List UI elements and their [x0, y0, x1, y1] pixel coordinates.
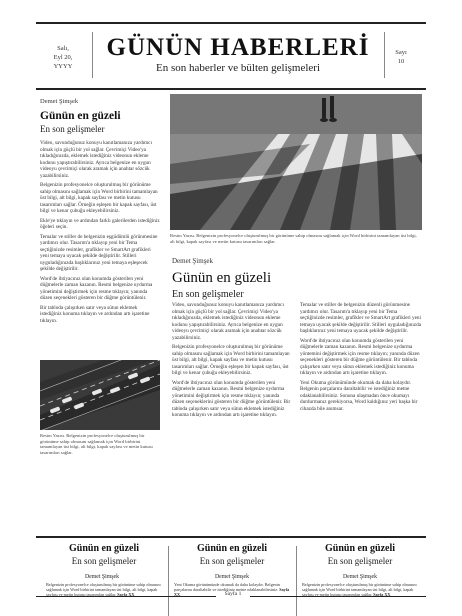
footer-article-subhead: En son gelişmeler — [199, 556, 265, 566]
footer-article-2-byline: Demet Şimşek — [215, 574, 249, 580]
issue-number — [388, 48, 414, 66]
left-article-paragraph: Belgenizin profesyonelce oluşturulmuş bir görünüme sahip olmasını sağlamak için Word birbirini tamamlayan üst bilgi, alt bilgi, kapak sayfası ve metin kutusu tasarımları sağlar. Örneğin eşleşen bir kapak sayfası, üst bilgi ve kenar çubuğu ekleyebilirsiniz. — [40, 182, 158, 214]
left-article-paragraph: Word'de ihtiyacınız olan konumda gösterilen yeni düğmelerle zaman kazanın. Resmi belgenize uydurma yönetimini değiştirmek için resme tıklayın; yanında düzen seçenekleri gösteren bir düğme görüntülenir. — [40, 275, 153, 301]
issue-date — [40, 44, 86, 71]
main-article-paragraph: Word'de ihtiyacınız olan konumda gösterilen yeni düğmelerle zaman kazanın. Resmi belgenize uydurma yönetimini değiştirmek için resme tıklayın; yanında düzen seçeneklerini gösteren bir düğme görüntülenir. Bir tabloda çalışırken satır veya sütun eklemek istediğiniz konuma tıklayın ve ardından artı işaretine tıklayın. — [172, 379, 291, 418]
main-article-column-1 — [172, 302, 292, 422]
issue-value: 10 — [397, 58, 405, 65]
footer-article-page-ref: Sayfa XX — [117, 592, 135, 596]
masthead-top-rule — [36, 22, 426, 24]
footer-article-text: Belgenizin profesyonelce oluşturulmuş bir görünüme sahip olmasını sağlamak için Word birbirini tamamlayan üst bilgi, alt bilgi, kapak sayfası ve metin kutusu tasarımları sağlar. — [46, 582, 161, 596]
main-article-column-2 — [300, 302, 422, 415]
footer-article-headline: Günün en güzeli — [68, 543, 140, 554]
footer-article-1 — [40, 543, 168, 566]
main-article-paragraph: Video, savunduğunuz konuyu kanıtlamanıza yardımcı olmak için güçlü bir yol sağlar. Çevrimiçi Video'ya tıkladığınızda, eklemek istediğiniz videonun ekleme kodunu yapıştırabilirsiniz. Ayrıca belgenize en uygun videoyu çevrimiçi olarak aramak için anahtar sözcük yazabilirsiniz. — [172, 302, 284, 341]
left-article-paragraph: Ekle'ye tıklayın ve ardından farklı galerilerden istediğiniz öğeleri seçin. — [40, 217, 160, 230]
traffic-photo-caption: Resim Yazısı. Belgenizin profesyonelce oluşturulmuş bir görünüme sahip olmasını sağlamak için Word birbirini tamamlayan üst bilgi, alt bilgi, kapak sayfası ve metin kutusu tasarımları sağlar. — [40, 433, 153, 455]
left-article-subhead: En son gelişmeler — [40, 124, 105, 134]
footer-article-1-byline: Demet Şimşek — [85, 574, 119, 580]
left-article-paragraph: Bir tabloda çalışırken satır veya sütun eklemek istediğiniz konuma tıklayın ve ardından artı işaretine tıklayın. — [40, 304, 150, 324]
left-article-byline: Demet Şimşek — [40, 98, 79, 105]
crosswalk-photo-caption: Resim Yazısı. Belgenizin profesyonelce oluşturulmuş bir görünüme sahip olmasını sağlamak için Word birbirini tamamlayan üst bilgi, alt bilgi, kapak sayfası ve metin kutusu tasarımları sağlar. — [170, 233, 417, 244]
main-article-subhead: En son gelişmeler — [172, 289, 244, 300]
left-article-paragraph: Video, savunduğunuz konuyu kanıtlamanıza yardımcı olmak için güçlü bir yol sağlar. Çevrimiçi Video'ya tıkladığınızda, eklemek istediğiniz videonun ekleme kodunu yapıştırabilirsiniz. Ayrıca belgenize en uygun videoyu çevrimiçi olarak aramak için anahtar sözcük yazabilirsiniz. — [40, 140, 152, 179]
footer-article-headline: Günün en güzeli — [196, 543, 268, 554]
footer-article-subhead: En son gelişmeler — [327, 556, 393, 566]
page-number: Sayfa 1 — [224, 591, 242, 597]
footer-article-text: Belgenizin profesyonelce oluşturulmuş bir görünüme sahip olmasını sağlamak için Word birbirini tamamlayan üst bilgi, alt bilgi, kapak sayfası ve metin kutusu tasarımları sağlar. — [302, 582, 417, 596]
footer-article-1-body — [46, 582, 162, 596]
newspaper-subtitle: En son haberler ve bülten gelişmeleri — [155, 62, 321, 74]
footer-article-2 — [168, 543, 296, 566]
left-article-paragraph: Temalar ve stiller de belgenizin eşgüdümlü görünmesine yardımcı olur. Tasarım'a tıklayıp yeni bir Tema seçtiğinizde resimler, grafikler ve SmartArt grafikleri yeni temaya uyacak şekilde değiştirilir. Stilleri uyguladığınızda başlıklarınız yeni temaya eşleşecek şekilde değiştirilir. — [40, 233, 158, 272]
newspaper-title: GÜNÜN HABERLERİ — [106, 34, 370, 61]
footer-article-3-byline: Demet Şimşek — [343, 574, 377, 580]
footer-article-3-body — [302, 582, 418, 596]
crosswalk-photo — [170, 94, 422, 230]
masthead-left-divider — [92, 32, 93, 78]
main-article-byline: Demet Şimşek — [172, 257, 214, 265]
footer-article-3 — [296, 543, 424, 566]
main-article-paragraph: Yeni Okuma görünümünde okumak da daha kolaydır. Belgenin parçalarını daraltabilir ve istediğiniz metne odaklanabilirsiniz. Sonuna ulaşmadan önce okumayı durdurmanız gerekiyorsa, Word kaldığınız yeri başka bir cihazda bile anımsar. — [300, 379, 418, 412]
main-article-paragraph: Temalar ve stiller de belgenizin düzenli görünmesine yardımcı olur. Tasarım'a tıklayıp yeni bir Tema seçtiğinizde resimler, grafikler ve SmartArt grafikleri yeni temaya uyacak şekilde değiştirilir. Stilleri uyguladığınızda başlıklarınız yeni temaya uyacak şekilde değiştirilir. — [300, 302, 422, 334]
footer-article-text: Yeni Okuma görünümünde okumak da daha kolaydır. Belgenin parçalarını daraltabilir ve istediğiniz metne odaklanabilirsiniz. — [174, 582, 280, 592]
footer-article-headline: Günün en güzeli — [324, 543, 396, 554]
footer-article-page-ref: Sayfa XX — [174, 587, 290, 596]
page-bottom-rule-left — [36, 596, 216, 597]
footer-top-rule — [36, 536, 426, 538]
left-article-headline: Günün en güzeli — [40, 110, 121, 122]
page-bottom-rule-right — [250, 596, 426, 597]
date-line-date: Eyl 20, — [53, 54, 73, 61]
footer-article-page-ref: Sayfa XX — [373, 592, 391, 596]
left-article — [40, 96, 160, 327]
date-line-day: Salı, — [57, 45, 69, 52]
main-article-paragraph: Belgenizin profesyonelce oluşturulmuş bir görünüme sahip olmasını sağlamak için Word birbirini tamamlayan üst bilgi, alt bilgi, kapak sayfası ve metin kutusu tasarımları sağlar. Örneğin eşleşen bir kapak sayfası, üst bilgi ve kenar çubuğu ekleyebilirsiniz. — [172, 344, 290, 376]
date-line-year: YYYY — [53, 63, 73, 70]
footer-article-subhead: En son gelişmeler — [71, 556, 137, 566]
traffic-photo — [40, 360, 160, 430]
masthead-bottom-rule — [36, 88, 426, 90]
issue-label: Sayı — [395, 49, 407, 56]
masthead-right-divider — [384, 32, 385, 78]
main-article-paragraph: Word'de ihtiyacınız olan konumda gösterilen yeni düğmelerle zaman kazanın. Resmi belgenize uydurma yöntemini değiştirmek için resme tıklayın; yanında düzen seçenekleri gösteren bir düğme görüntülenir. Bir tabloda çalışırken satır veya sütun eklemek istediğiniz konuma tıklayın ve ardından artı işaretine tıklayın. — [300, 337, 420, 376]
main-article-headline: Günün en güzeli — [172, 270, 272, 286]
